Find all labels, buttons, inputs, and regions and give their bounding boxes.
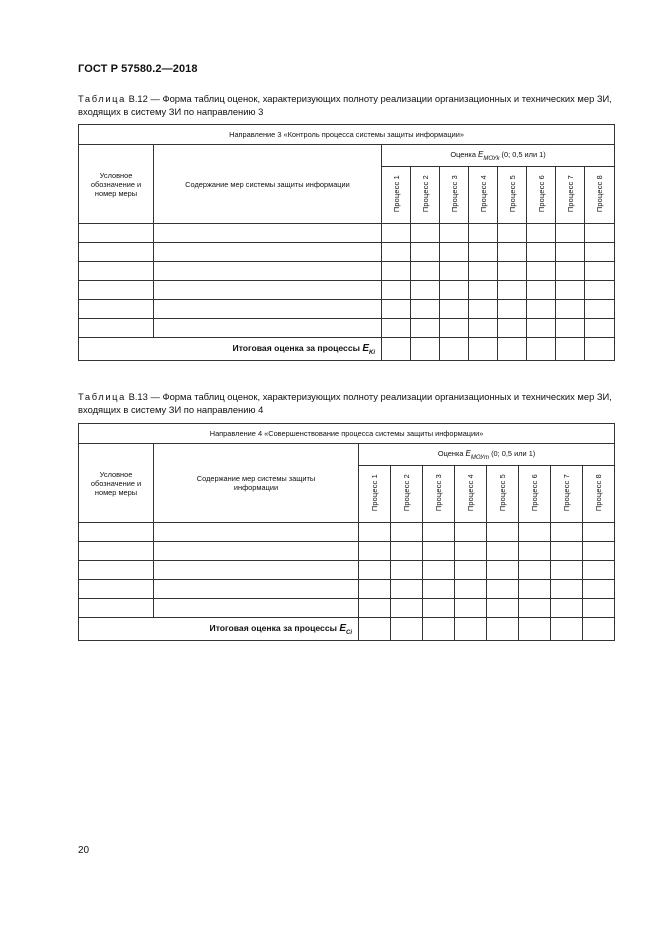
process-header: Процесс 3 xyxy=(423,466,455,523)
column-header-measure-id: Условное обозначение и номер меры xyxy=(79,444,154,523)
assessment-table-12 xyxy=(78,124,615,361)
table-row xyxy=(79,542,615,561)
process-header: Процесс 6 xyxy=(527,167,556,224)
column-header-content: Содержание мер системы защиты информации xyxy=(154,145,382,224)
caption-label: Таблица xyxy=(78,93,126,104)
process-header: Процесс 2 xyxy=(411,167,440,224)
process-header: Процесс 8 xyxy=(585,167,615,224)
process-header: Процесс 5 xyxy=(498,167,527,224)
direction-heading: Направление 4 «Совершенствование процесса системы защиты информации» xyxy=(79,424,615,444)
process-header: Процесс 5 xyxy=(487,466,519,523)
process-header: Процесс 2 xyxy=(391,466,423,523)
table-caption-12 xyxy=(78,92,615,118)
page-number: 20 xyxy=(78,845,90,856)
table-row xyxy=(79,300,615,319)
column-header-content: Содержание мер системы защиты информации xyxy=(154,444,359,523)
table-row xyxy=(79,561,615,580)
table-row xyxy=(79,599,615,618)
caption-text: В.12 — Форма таблиц оценок, характеризующих полноту реализации организационных и технических мер ЗИ, входящих в систему ЗИ по направлению 3 xyxy=(78,93,612,117)
total-row xyxy=(79,618,615,641)
caption-text: В.13 — Форма таблиц оценок, характеризующих полноту реализации организационных и технических мер ЗИ, входящих в систему ЗИ по направлению 4 xyxy=(78,391,612,415)
caption-label: Таблица xyxy=(78,391,126,402)
process-header: Процесс 4 xyxy=(469,167,498,224)
table-row xyxy=(79,224,615,243)
total-label: Итоговая оценка за процессы $E_{Ki}$ xyxy=(79,338,382,361)
table-caption-13 xyxy=(78,390,615,416)
column-header-measure-id: Условное обозначение и номер меры xyxy=(79,145,154,224)
process-header: Процесс 1 xyxy=(382,167,411,224)
table-row xyxy=(79,523,615,542)
score-header: Оценка $E_{МОУm}$ (0; 0,5 или 1) xyxy=(359,444,615,466)
score-header: Оценка $E_{МОУk}$ (0; 0,5 или 1) xyxy=(382,145,615,167)
total-label: Итоговая оценка за процессы $E_{Ci}$ xyxy=(79,618,359,641)
table-row xyxy=(79,243,615,262)
total-row xyxy=(79,338,615,361)
table-row xyxy=(79,319,615,338)
process-header: Процесс 7 xyxy=(551,466,583,523)
table-row xyxy=(79,281,615,300)
table-row xyxy=(79,580,615,599)
table-row xyxy=(79,262,615,281)
process-header: Процесс 1 xyxy=(359,466,391,523)
process-header: Процесс 6 xyxy=(519,466,551,523)
process-header: Процесс 4 xyxy=(455,466,487,523)
assessment-table-13 xyxy=(78,423,615,641)
document-header: ГОСТ Р 57580.2—2018 xyxy=(78,63,198,75)
process-header: Процесс 3 xyxy=(440,167,469,224)
process-header: Процесс 7 xyxy=(556,167,585,224)
process-header: Процесс 8 xyxy=(583,466,615,523)
direction-heading: Направление 3 «Контроль процесса системы защиты информации» xyxy=(79,125,615,145)
